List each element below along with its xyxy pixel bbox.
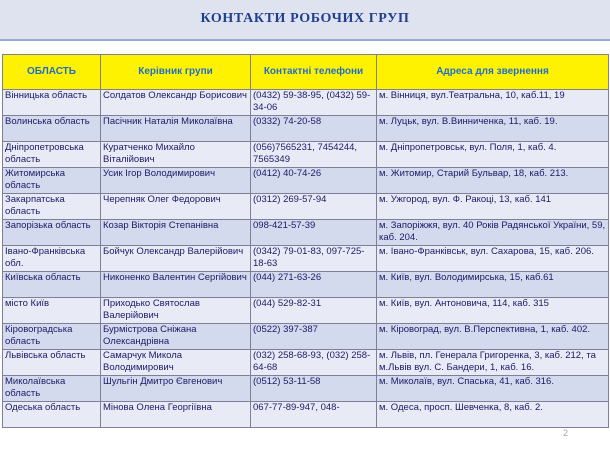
table-row: [3, 324, 609, 350]
contacts-table: [2, 54, 609, 428]
group-lead-cell: Бурмістрова Сніжана Олександрівна: [101, 324, 251, 350]
region-cell: Київська область: [3, 272, 101, 298]
contacts-table-container: [2, 54, 608, 428]
phones-cell: (0412) 40-74-26: [251, 168, 377, 194]
address-cell: м. Миколаїв, вул. Спаська, 41, каб. 316.: [377, 376, 609, 402]
region-cell: Закарпатська область: [3, 194, 101, 220]
region-cell: Одеська область: [3, 402, 101, 428]
table-row: [3, 142, 609, 168]
phones-cell: (0522) 397-387: [251, 324, 377, 350]
region-cell: Житомирська область: [3, 168, 101, 194]
group-lead-cell: Приходько Святослав Валерійович: [101, 298, 251, 324]
group-lead-cell: Солдатов Олександр Борисович: [101, 90, 251, 116]
group-lead-cell: Черепняк Олег Федорович: [101, 194, 251, 220]
phones-cell: (0312) 269-57-94: [251, 194, 377, 220]
table-header-row: [3, 55, 609, 90]
group-lead-cell: Самарчук Микола Володимирович: [101, 350, 251, 376]
phones-cell: 098-421-57-39: [251, 220, 377, 246]
group-lead-cell: Усик Ігор Володимирович: [101, 168, 251, 194]
table-row: [3, 90, 609, 116]
region-cell: Запорізька область: [3, 220, 101, 246]
group-lead-cell: Шульгін Дмитро Євгенович: [101, 376, 251, 402]
region-cell: Дніпропетровська область: [3, 142, 101, 168]
table-row: [3, 168, 609, 194]
phones-cell: (0342) 79-01-83, 097-725-18-63: [251, 246, 377, 272]
phones-cell: (056)7565231, 7454244, 7565349: [251, 142, 377, 168]
address-cell: м. Івано-Франківськ, вул. Сахарова, 15, каб. 206.: [377, 246, 609, 272]
table-body: [3, 90, 609, 428]
address-cell: м. Запоріжжя, вул. 40 Років Радянської України, 59, каб. 204.: [377, 220, 609, 246]
address-cell: м. Київ, вул. Антоновича, 114, каб. 315: [377, 298, 609, 324]
phones-cell: 067-77-89-947, 048-: [251, 402, 377, 428]
address-cell: м. Житомир, Старий Бульвар, 18, каб. 213.: [377, 168, 609, 194]
table-row: [3, 272, 609, 298]
table-row: [3, 376, 609, 402]
phones-cell: (044) 271-63-26: [251, 272, 377, 298]
header-phones: Контактні телефони: [251, 55, 377, 90]
title-divider: [0, 39, 610, 41]
address-cell: м. Луцьк, вул. В.Винниченка, 11, каб. 19.: [377, 116, 609, 142]
page-title: КОНТАКТИ РОБОЧИХ ГРУП: [200, 11, 410, 26]
address-cell: м. Вінниця, вул.Театральна, 10, каб.11, 19: [377, 90, 609, 116]
phones-cell: (0512) 53-11-58: [251, 376, 377, 402]
title-bar: [0, 0, 610, 39]
region-cell: Миколаївська область: [3, 376, 101, 402]
address-cell: м. Ужгород, вул. Ф. Ракоці, 13, каб. 141: [377, 194, 609, 220]
region-cell: Волинська область: [3, 116, 101, 142]
address-cell: м. Львів, пл. Генерала Григоренка, 3, каб. 212, та м.Львів вул. С. Бандери, 1, каб. 16.: [377, 350, 609, 376]
region-cell: Вінницька область: [3, 90, 101, 116]
phones-cell: (0332) 74-20-58: [251, 116, 377, 142]
table-row: [3, 194, 609, 220]
table-row: [3, 220, 609, 246]
region-cell: Івано-Франківська обл.: [3, 246, 101, 272]
phones-cell: (0432) 59-38-95, (0432) 59-34-06: [251, 90, 377, 116]
group-lead-cell: Пасічник Наталія Миколаївна: [101, 116, 251, 142]
header-address: Адреса для звернення: [377, 55, 609, 90]
region-cell: Кіровоградська область: [3, 324, 101, 350]
table-row: [3, 350, 609, 376]
group-lead-cell: Бойчук Олександр Валерійович: [101, 246, 251, 272]
address-cell: м. Одеса, просп. Шевченка, 8, каб. 2.: [377, 402, 609, 428]
address-cell: м. Київ, вул. Володимирська, 15, каб.61: [377, 272, 609, 298]
group-lead-cell: Никоненко Валентин Сергійович: [101, 272, 251, 298]
header-group-lead: Керівник групи: [101, 55, 251, 90]
table-row: [3, 116, 609, 142]
region-cell: Львівська область: [3, 350, 101, 376]
slide-number: 2: [563, 428, 569, 438]
phones-cell: (044) 529-82-31: [251, 298, 377, 324]
phones-cell: (032) 258-68-93, (032) 258-64-68: [251, 350, 377, 376]
address-cell: м. Кіровоград, вул. В.Перспективна, 1, каб. 402.: [377, 324, 609, 350]
region-cell: місто Київ: [3, 298, 101, 324]
address-cell: м. Дніпропетровськ, вул. Поля, 1, каб. 4.: [377, 142, 609, 168]
header-region: ОБЛАСТЬ: [3, 55, 101, 90]
group-lead-cell: Мінова Олена Георгіївна: [101, 402, 251, 428]
table-row: [3, 298, 609, 324]
group-lead-cell: Козар Вікторія Степанівна: [101, 220, 251, 246]
table-row: [3, 246, 609, 272]
table-row: [3, 402, 609, 428]
group-lead-cell: Куратченко Михайло Віталійович: [101, 142, 251, 168]
